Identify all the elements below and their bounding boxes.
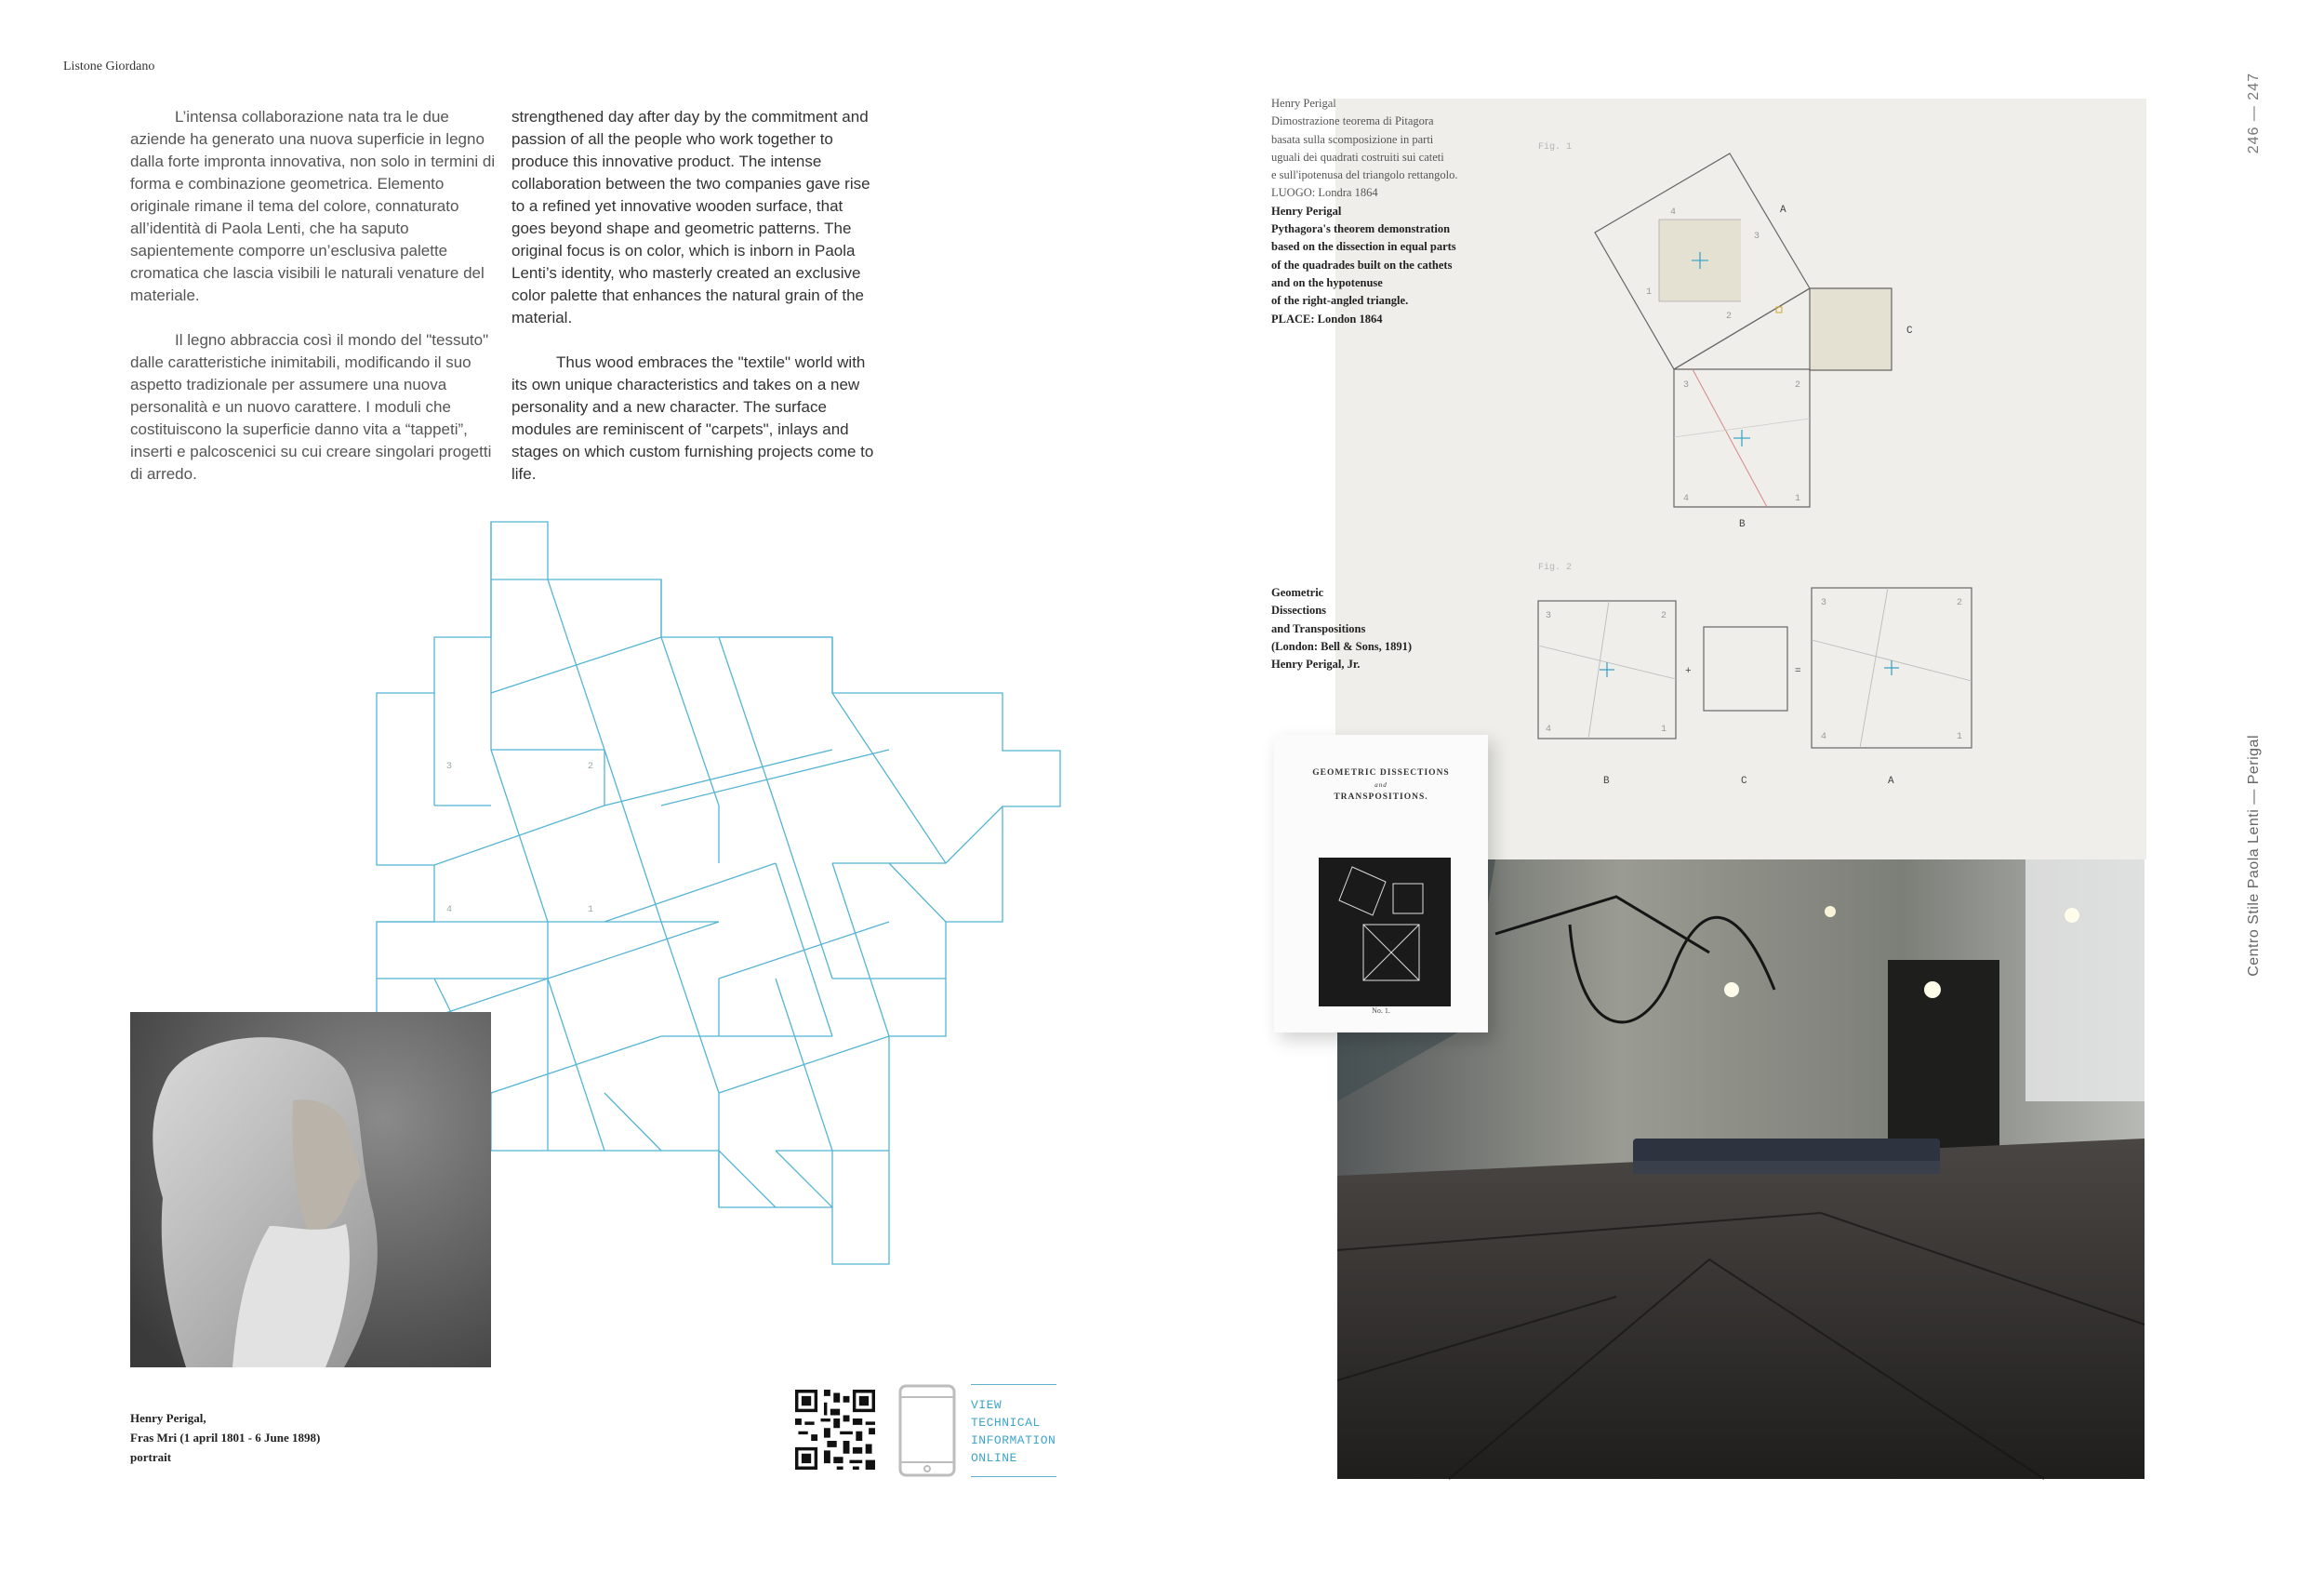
book-plate xyxy=(1319,858,1451,1006)
fig2-number: 1 xyxy=(1957,732,1963,742)
cta-line: INFORMATION xyxy=(971,1433,1056,1447)
english-paragraph: Thus wood embraces the "textile" world with its own unique characteristics and takes on a new personality and a new character. The surface modules are reminiscent of "carpets", inlays and stages on which custom furnishing projects come to life. xyxy=(511,353,874,483)
fig1-diagram xyxy=(1595,153,1892,507)
qr-code[interactable] xyxy=(795,1390,875,1470)
cta-line: TECHNICAL xyxy=(971,1416,1041,1430)
page-numbers: 246 — 247 xyxy=(2246,73,2262,154)
note-line: uguali dei quadrati costruiti sui cateti xyxy=(1271,150,1444,164)
cta-line: VIEW xyxy=(971,1398,1003,1412)
fig2-number: 4 xyxy=(1821,732,1827,742)
fig1-label: Fig. 1 xyxy=(1538,142,1573,153)
book-title-line: TRANSPOSITIONS. xyxy=(1334,792,1428,802)
fig2-equals: = xyxy=(1795,666,1801,677)
pattern-number: 1 xyxy=(588,905,594,915)
portrait-caption xyxy=(130,1408,320,1467)
book-title xyxy=(1274,765,1488,806)
english-paragraph: strengthened day after day by the commitment and passion of all the people who work together to produce this innovative product. The intense collaboration between the two companies gave rise to a refined yet innovative wooden surface, that goes beyond shape and geometric patterns. The original focus is on color, which is inborn in Paola Lenti’s identity, who masterly created an exclusive color palette that enhances the natural grain of the material. xyxy=(511,108,870,326)
collection-title: Centro Stile Paola Lenti — Perigal xyxy=(2246,735,2262,977)
italian-paragraph: L’intensa collaborazione nata tra le due aziende ha generato una nuova superficie in legno dalla forte impronta innovativa, non solo in termini di forma e combinazione geometrica. Elemento originale rimane il tema del colore, connaturato all’identità di Paola Lenti, che ha saputo sapientemente comporre un’esclusiva palette cromatica che lascia visibili le naturali venature del materiale. xyxy=(130,108,496,304)
fig2-number: 2 xyxy=(1957,598,1963,608)
note-line: Henry Perigal xyxy=(1271,97,1336,110)
fig2-number: 2 xyxy=(1661,611,1667,621)
cta-line: ONLINE xyxy=(971,1451,1017,1465)
pattern-number: 2 xyxy=(588,762,594,772)
fig2-plus: + xyxy=(1685,666,1692,677)
note-line: Henry Perigal, Jr. xyxy=(1271,658,1361,672)
note-line: and Transpositions xyxy=(1271,621,1366,635)
italian-paragraph: Il legno abbraccia così il mondo del "tessuto" dalle caratteristiche inimitabili, modificando il suo aspetto tradizionale per assumere una nuova personalità e un nuovo carattere. I moduli che costituiscono la superficie danno vita a “tappeti”, inserti e palcoscenici su cui creare singolari progetti di arredo. xyxy=(130,331,492,483)
note-line: PLACE: London 1864 xyxy=(1271,312,1383,326)
fig2-diagram xyxy=(1538,588,1972,748)
perigal-notes xyxy=(1271,95,1457,328)
fig2-number: 3 xyxy=(1546,611,1552,621)
fig1-number: 1 xyxy=(1646,287,1653,298)
book-footer: No. 1. xyxy=(1372,1006,1390,1015)
caption-line: portrait xyxy=(130,1450,172,1464)
note-line: e sull'ipotenusa del triangolo rettangolo. xyxy=(1271,168,1458,182)
note-line: Dimostrazione teorema di Pitagora xyxy=(1271,114,1434,128)
note-line: (London: Bell & Sons, 1891) xyxy=(1271,639,1413,653)
book-title-line: GEOMETRIC DISSECTIONS xyxy=(1312,768,1450,778)
geometric-dissections-notes xyxy=(1271,584,1412,673)
caption-line: Henry Perigal, xyxy=(130,1411,206,1425)
fig1-number: 4 xyxy=(1683,494,1690,504)
note-line: of the right-angled triangle. xyxy=(1271,294,1409,308)
fig2-label-a: A xyxy=(1888,776,1894,787)
brand-name: Listone Giordano xyxy=(63,60,155,73)
fig1-number: 1 xyxy=(1795,494,1801,504)
pattern-number: 3 xyxy=(446,762,453,772)
fig1-label-b: B xyxy=(1739,519,1746,530)
note-line: basata sulla scomposizione in parti xyxy=(1271,132,1434,146)
fig1-number: 2 xyxy=(1726,312,1733,322)
phone-icon xyxy=(898,1384,956,1477)
fig1-label-a: A xyxy=(1780,205,1786,216)
fig2-number: 3 xyxy=(1821,598,1827,608)
perigal-portrait xyxy=(130,1012,491,1367)
fig1-number: 3 xyxy=(1683,380,1690,391)
note-line: LUOGO: Londra 1864 xyxy=(1271,186,1378,200)
note-line: Pythagora's theorem demonstration xyxy=(1271,222,1451,236)
fig1-number: 2 xyxy=(1795,380,1801,391)
fig1-number: 3 xyxy=(1754,232,1760,242)
fig2-label-b: B xyxy=(1603,776,1610,787)
pattern-number: 4 xyxy=(446,905,453,915)
note-line: Geometric xyxy=(1271,586,1324,599)
fig2-label-c: C xyxy=(1741,776,1747,787)
fig2-number: 1 xyxy=(1661,725,1667,735)
note-line: and on the hypotenuse xyxy=(1271,275,1383,289)
note-line: Henry Perigal xyxy=(1271,204,1342,218)
caption-line: Fras Mri (1 april 1801 - 6 June 1898) xyxy=(130,1431,321,1445)
pythagoras-diagrams xyxy=(1488,121,1963,819)
note-line: based on the dissection in equal parts xyxy=(1271,240,1456,254)
geometric-dissections-book xyxy=(1274,735,1488,1032)
fig2-label: Fig. 2 xyxy=(1538,563,1573,573)
note-line: Dissections xyxy=(1271,604,1327,618)
book-title-line: and xyxy=(1374,781,1388,789)
note-line: of the quadrades built on the cathets xyxy=(1271,258,1453,272)
fig1-number: 4 xyxy=(1670,207,1677,218)
view-technical-info-link[interactable] xyxy=(971,1384,1056,1477)
fig1-label-c: C xyxy=(1906,326,1913,337)
fig2-number: 4 xyxy=(1546,725,1552,735)
